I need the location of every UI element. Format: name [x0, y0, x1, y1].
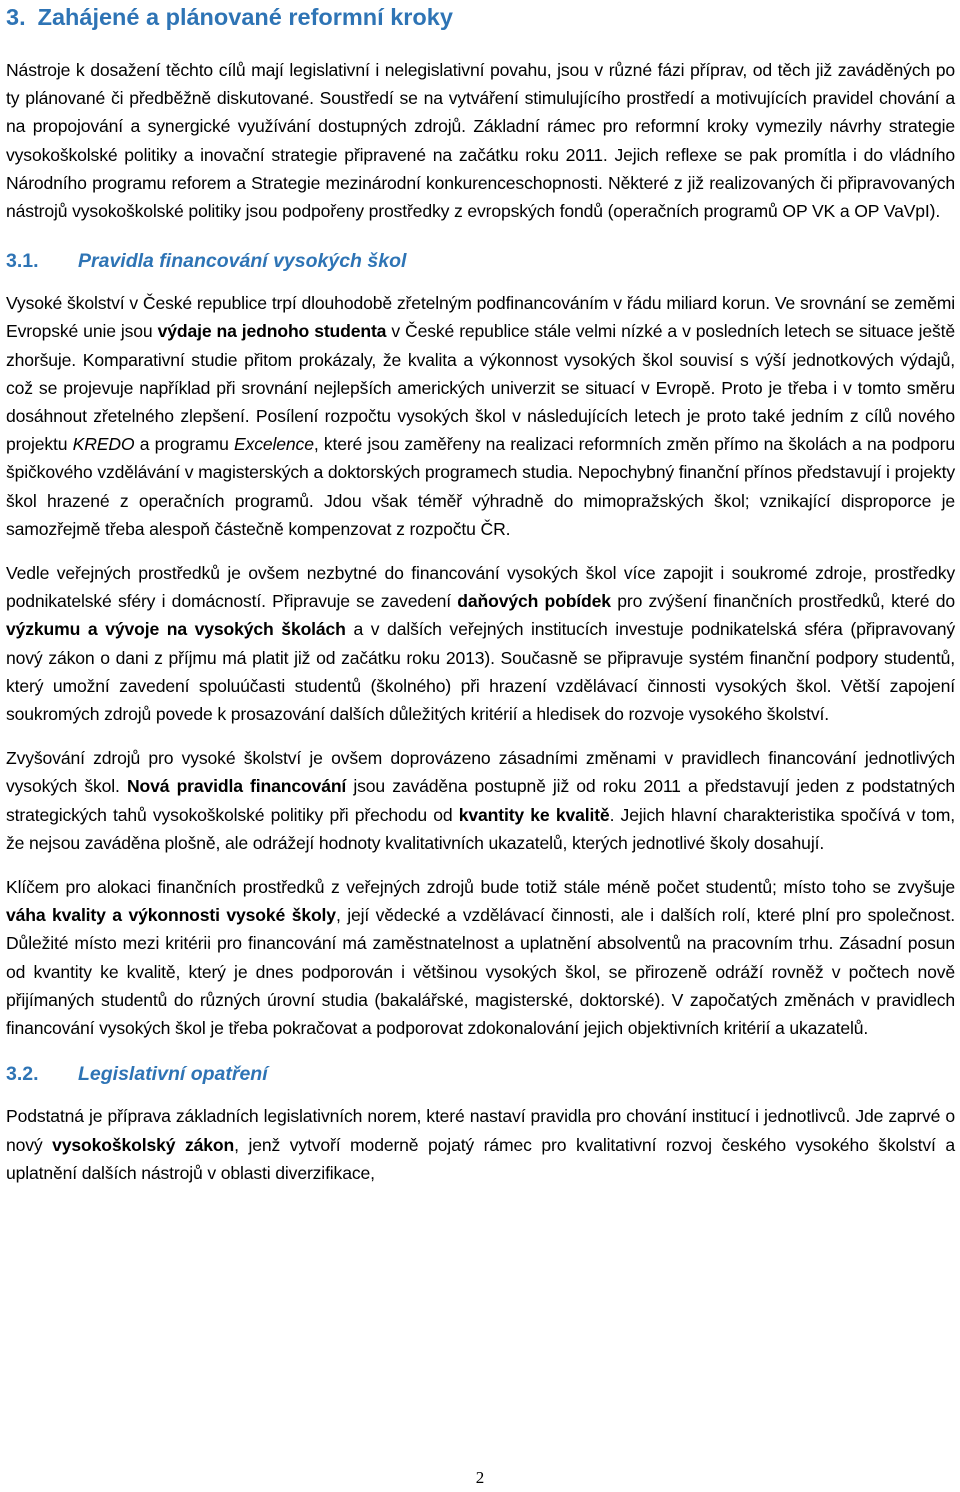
text-run: pro zvýšení finančních prostředků, které do: [610, 591, 956, 612]
text-run: . Jejich hlavní charakteristika spočívá v tom, že nejsou zaváděna plošně, ale odrážejí hodnoty kvalitativních ukazatelů, kterých jednotlivé školy dosahují.: [6, 804, 955, 853]
text-run: , jenž vytvoří moderně pojatý rámec pro kvalitativní rozvoj českého vysokého školství a uplatnění dalších nástrojů v oblasti diverzifikace,: [6, 1134, 955, 1183]
section-heading-3-1: [6, 247, 955, 275]
italic-phrase: KREDO: [72, 434, 135, 455]
text-run: Vedle veřejných prostředků je ovšem nezbytné do financování vysokých škol více zapojit i soukromé zdroje, prostředky podnikatelské sféry i domácností. Připravuje se zavedení: [6, 563, 955, 612]
funding-paragraph-2: [6, 559, 955, 728]
text-run: a v dalších veřejných institucích investuje podnikatelská sféra (připravovaný nový zákon o dani z příjmu má platit již od začátku roku 2013). Současně se připravuje systém finanční podpory studentů, který umožní zavedení spoluúčasti studentů (školného) při hrazení vzdělávací činnosti vysokých škol. Větší zapojení soukromých zdrojů povede k prosazování dalších důležitých kritérií a hledisek do rozvoje vysokého školství.: [6, 619, 955, 725]
text-run: Podstatná je příprava základních legislativních norem, které nastaví pravidla pro chování institucí i jednotlivců. Jde zaprvé o nový: [6, 1106, 955, 1155]
text-run: Nástroje k dosažení těchto cílů mají legislativní i nelegislativní povahu, jsou v různé fázi příprav, od těch již zaváděných po ty plánované či předběžně diskutované. Soustředí se na vytváření stimulujícího prostředí a motivujících pravidel chování a na propojování a synergické využívání dostupných zdrojů. Základní rámec pro reformní kroky vymezily návrhy strategie vysokoškolské politiky a inovační strategie připravené na začátku roku 2011. Jejich reflexe se pak promítla i do vládního Národního programu reforem a Strategie mezinárodní konkurenceschopnosti. Některé z již realizovaných či připravovaných nástrojů vysokoškolské politiky jsou podpořeny prostředky z evropských fondů (operačních programů OP VK a OP VaVpI).: [6, 60, 955, 222]
bold-phrase: kvantity ke kvalitě: [458, 804, 610, 825]
italic-phrase: Excelence: [234, 434, 314, 455]
chapter-title: [6, 0, 955, 32]
funding-paragraph-3: [6, 744, 955, 857]
section-title-text: Pravidla financování vysokých škol: [78, 250, 407, 273]
text-run: , její vědecké a vzdělávací činnosti, ale i dalších rolí, které plní pro společnost. Důležité místo mezi kritérii pro financování má zaměstnatelnost a uplatnění absolventů na pracovním trhu. Zásadní posun od kvantity ke kvalitě, který je dnes podporován i většinou vysokých škol, se přirozeně odráží rovněž v počtech nově přijímaných studentů do různých úrovní studia (bakalářské, magisterské, doktorské). V započatých změnách v pravidlech financování vysokých škol je třeba pokračovat a podporovat zdokonalování jejich objektivních kritérií a ukazatelů.: [6, 905, 955, 1039]
section-heading-3-2: [6, 1060, 955, 1088]
text-run: Zvyšování zdrojů pro vysoké školství je ovšem doprovázeno zásadními změnami v pravidlech financování jednotlivých vysokých škol.: [6, 748, 955, 797]
chapter-number: 3.: [6, 4, 26, 30]
section-number: 3.1.: [6, 250, 39, 273]
text-run: a programu: [134, 434, 234, 455]
section-title-text: Legislativní opatření: [78, 1063, 268, 1086]
chapter-title-text: Zahájené a plánované reformní kroky: [37, 4, 453, 30]
page-number: 2: [475, 1468, 485, 1487]
text-run: , které jsou zaměřeny na realizaci reformních změn přímo na školách a na podporu špičkového vzdělávání v magisterských a doktorských programech studia. Nepochybný finanční přínos představují i projekty škol hrazené z operačních programů. Jdou však téměř výhradně do mimopražských škol; vznikající disproporce je samozřejmě třeba alespoň částečně kompenzovat z rozpočtu ČR.: [6, 434, 955, 539]
text-run: v České republice stále velmi nízké a v posledních letech se situace ještě zhoršuje. Komparativní studie přitom prokázaly, že kvalita a výkonnost vysokých škol souvisí s výší jednotkových výdajů, což se projevuje například při srovnání nejlepších amerických univerzit se situací v Evropě. Proto je třeba i v tomto směru dosáhnout zřetelného zlepšení. Posílení rozpočtu vysokých škol v následujících letech je proto také jedním z cílů nového projektu: [6, 321, 955, 455]
text-run: Vysoké školství v České republice trpí dlouhodobě zřetelným podfinancováním v řádu miliard korun. Ve srovnání se zeměmi Evropské unie jsou: [6, 293, 955, 342]
text-run: jsou zaváděna postupně již od roku 2011 a představují jeden z podstatných strategických tahů vysokoškolské politiky při přechodu od: [6, 776, 955, 825]
text-run: Klíčem pro alokaci finančních prostředků z veřejných zdrojů bude totiž stále méně počet studentů; místo toho se zvyšuje: [6, 877, 955, 898]
bold-phrase: vysokoškolský zákon: [52, 1134, 235, 1155]
bold-phrase: výdaje na jednoho studenta: [157, 321, 387, 342]
bold-phrase: daňových pobídek: [457, 591, 611, 612]
section-number: 3.2.: [6, 1063, 39, 1086]
funding-paragraph-4: [6, 873, 955, 1042]
intro-paragraph: [6, 56, 955, 225]
legislation-paragraph-1: [6, 1102, 955, 1187]
bold-phrase: Nová pravidla financování: [126, 776, 347, 797]
funding-paragraph-1: [6, 289, 955, 543]
bold-phrase: výzkumu a vývoje na vysokých školách: [6, 619, 346, 640]
bold-phrase: váha kvality a výkonnosti vysoké školy: [6, 905, 336, 926]
